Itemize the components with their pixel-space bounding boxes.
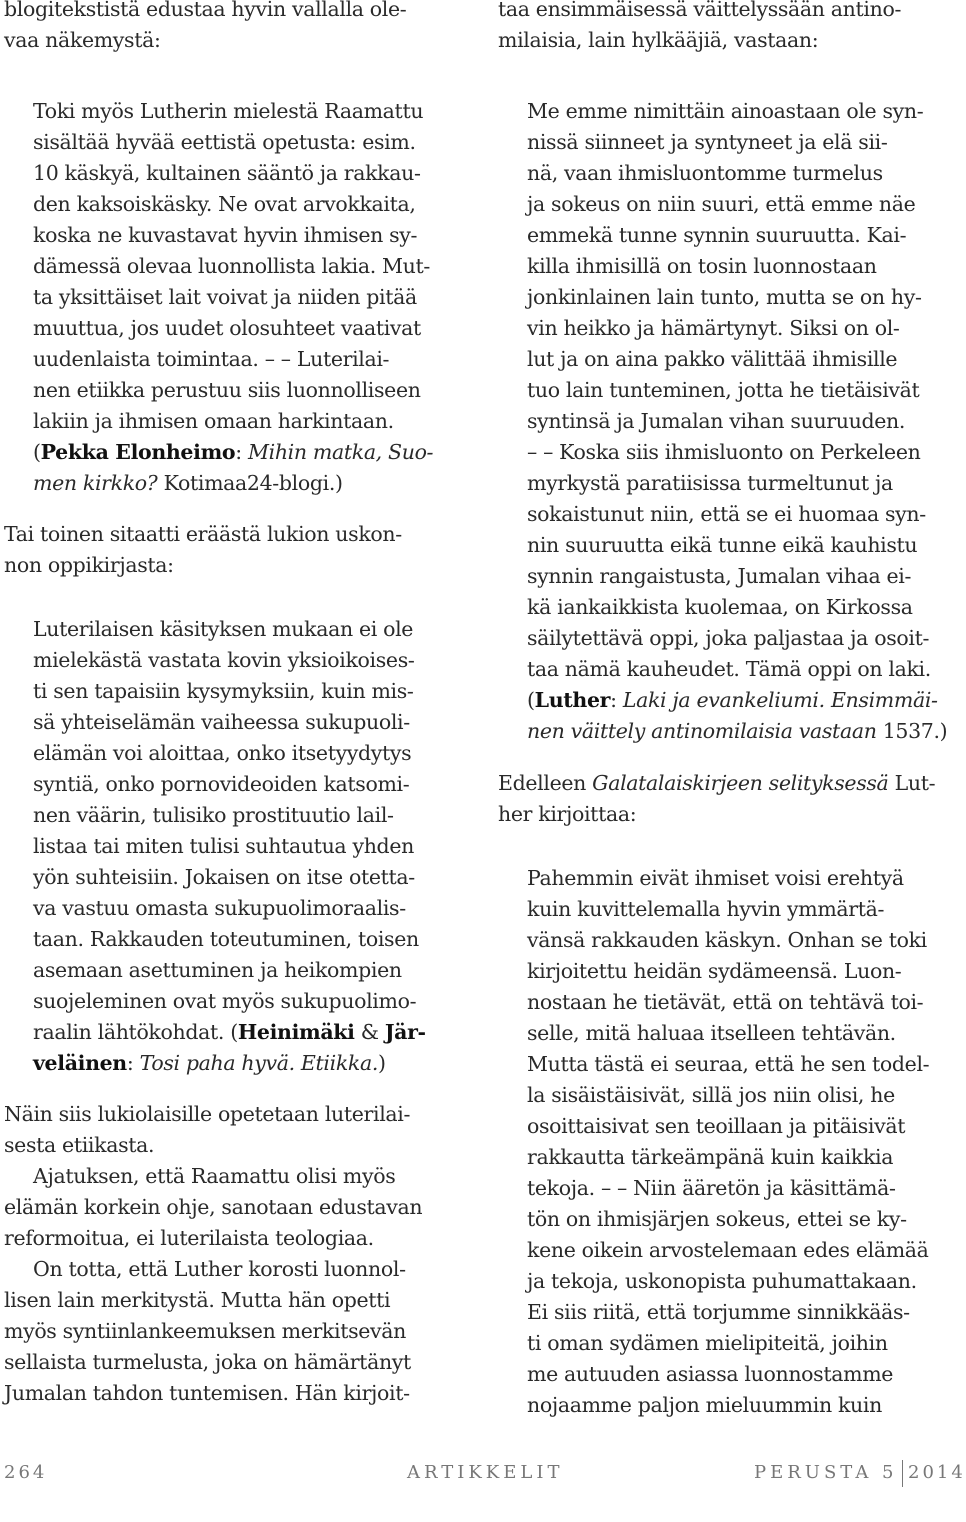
quote-line: ja tekoja, uskonopista puhumattakaan.	[527, 1269, 917, 1293]
quote-line: Toki myös Lutherin mielestä Raamattu	[33, 99, 424, 123]
quote-line: sokaistunut niin, että se ei huomaa syn-	[527, 502, 926, 526]
citation-author: Jär-	[384, 1020, 426, 1044]
right-column	[498, 0, 954, 1421]
quote-line: sä yhteiselämän vaiheessa sukupuoli-	[33, 710, 410, 734]
quote-line: 10 käskyä, kultainen sääntö ja rakkau-	[33, 161, 421, 185]
citation-title: nen väittely antinomilaisia vastaan	[527, 719, 877, 743]
quote-line: mielekästä vastata kovin yksioikoises-	[33, 648, 415, 672]
quote-line: lakiin ja ihmisen omaan harkintaan.	[33, 409, 394, 433]
quote-line: me autuuden asiassa luonnostamme	[527, 1362, 894, 1386]
text-line: non oppikirjasta:	[4, 553, 174, 577]
text-line: sellaista turmelusta, joka on hämärtänyt	[4, 1350, 411, 1374]
paragraph	[4, 1099, 464, 1161]
citation-line: nen väittely antinomilaisia vastaan 1537.)	[527, 719, 948, 743]
quote-line: kuin kuvittelemalla hyvin ymmärtä-	[527, 897, 885, 921]
citation-title: Tosi paha hyvä. Etiikka.	[139, 1051, 379, 1075]
quote-line: myrkystä paratiisissa turmeltunut ja	[527, 471, 893, 495]
quote-line: nen etiikka perustuu siis luonnolliseen	[33, 378, 421, 402]
citation-title: men kirkko?	[33, 471, 158, 495]
text-line: Edelleen Galatalaiskirjeen selityksessä Lut-	[498, 771, 936, 795]
quote-line: taan. Rakkauden toteutuminen, toisen	[33, 927, 419, 951]
quote-line: Mutta tästä ei seuraa, että he sen todel-	[527, 1052, 930, 1076]
citation-author: veläinen	[33, 1051, 127, 1075]
quote-line: nojaamme paljon mieluummin kuin	[527, 1393, 882, 1417]
text-line: Näin siis lukiolaisille opetetaan luterilai-	[4, 1102, 411, 1126]
quote-line: nen väärin, tulisiko prostituutio lail-	[33, 803, 394, 827]
quote-line: listaa tai miten tulisi suhtautua yhden	[33, 834, 414, 858]
left-intro-2	[4, 519, 464, 581]
quote-line: nä, vaan ihmisluontomme turmelus	[527, 161, 883, 185]
text-line: blogitekstistä edustaa hyvin vallalla ole-	[4, 0, 407, 21]
quote-line: muuttua, jos uudet olosuhteet vaativat	[33, 316, 421, 340]
citation-line: (Luther: Laki ja evankeliumi. Ensimmäi-	[527, 688, 938, 712]
quote-line: nin suuruutta eikä tunne eikä kauhistu	[527, 533, 918, 557]
citation-line: men kirkko? Kotimaa24-blogi.)	[33, 471, 343, 495]
right-intro	[498, 0, 954, 56]
quote-line: vänsä rakkauden käskyn. Onhan se toki	[527, 928, 927, 952]
quote-line: nostaan he tietävät, että on tehtävä toi-	[527, 990, 924, 1014]
issue-year: 2014	[908, 1462, 966, 1483]
quote-line: osoittaisivat sen teoillaan ja pitäisivät	[527, 1114, 906, 1138]
quote-line: rakkautta tärkeämpänä kuin kaikkia	[527, 1145, 894, 1169]
section-title: ARTIKKELIT	[407, 1462, 564, 1483]
block-quote-elonheimo	[4, 96, 464, 499]
journal-title: PERUSTA 5	[754, 1462, 898, 1483]
quote-line: selle, mitä haluaa itselleen tehtävän.	[527, 1021, 896, 1045]
paragraph	[4, 1161, 464, 1254]
block-quote-luther-2	[498, 863, 954, 1421]
quote-line: la sisäistäisivät, sillä jos niin olisi, he	[527, 1083, 895, 1107]
quote-line: taa nämä kauheudet. Tämä oppi on laki.	[527, 657, 931, 681]
page-number: 264	[4, 1462, 48, 1483]
quote-line: jonkinlainen lain tunto, mutta se on hy-	[527, 285, 922, 309]
quote-line: nissä siinneet ja syntyneet ja elä sii-	[527, 130, 888, 154]
quote-line: tekoja. – – Niin ääretön ja käsittämä-	[527, 1176, 896, 1200]
quote-line: vin heikko ja hämärtynyt. Siksi on ol-	[527, 316, 900, 340]
text-line: lisen lain merkitystä. Mutta hän opetti	[4, 1288, 391, 1312]
paragraph	[4, 1254, 464, 1409]
quote-line: säilytettävä oppi, joka paljastaa ja osoit-	[527, 626, 930, 650]
citation-author: Heinimäki	[237, 1020, 355, 1044]
quote-line: ja sokeus on niin suuri, että emme näe	[527, 192, 916, 216]
right-intro-2	[498, 768, 954, 830]
quote-line: va vastuu omasta sukupuolimoraalis-	[33, 896, 406, 920]
quote-line: Me emme nimittäin ainoastaan ole syn-	[527, 99, 924, 123]
quote-line: asemaan asettuminen ja heikompien	[33, 958, 402, 982]
left-intro	[4, 0, 464, 56]
quote-line: koska ne kuvastavat hyvin ihmisen sy-	[33, 223, 418, 247]
quote-line: ta yksittäiset lait voivat ja niiden pitää	[33, 285, 417, 309]
citation-line: veläinen: Tosi paha hyvä. Etiikka.)	[33, 1051, 386, 1075]
work-title: Galatalaiskirjeen selityksessä	[592, 771, 889, 795]
text-line: vaa näkemystä:	[4, 28, 161, 52]
footer-divider	[902, 1460, 903, 1487]
quote-line: ti sen tapaisiin kysymyksiin, kuin mis-	[33, 679, 414, 703]
text-line: reformoitua, ei luterilaista teologiaa.	[4, 1226, 374, 1250]
quote-line: dämessä olevaa luonnollista lakia. Mut-	[33, 254, 431, 278]
text-line: Jumalan tahdon tuntemisen. Hän kirjoit-	[4, 1381, 410, 1405]
quote-line: killa ihmisillä on tosin luonnostaan	[527, 254, 877, 278]
quote-line: Pahemmin eivät ihmiset voisi erehtyä	[527, 866, 904, 890]
quote-line: synnin rangaistusta, Jumalan vihaa ei-	[527, 564, 912, 588]
quote-line: kä iankaikkista kuolemaa, on Kirkossa	[527, 595, 913, 619]
quote-line: tön on ihmisjärjen sokeus, ettei se ky-	[527, 1207, 907, 1231]
quote-line: elämän voi aloittaa, onko itsetyydytys	[33, 741, 412, 765]
block-quote-textbook	[4, 614, 464, 1079]
text-line: sesta etiikasta.	[4, 1133, 155, 1157]
quote-line: den kaksoiskäsky. Ne ovat arvokkaita,	[33, 192, 416, 216]
citation-title: Laki ja evankeliumi. Ensimmäi-	[622, 688, 938, 712]
quote-line: ti oman sydämen mielipiteitä, joihin	[527, 1331, 888, 1355]
page-footer	[0, 1462, 966, 1502]
quote-line: tuo lain tunteminen, jotta he tietäisivät	[527, 378, 920, 402]
citation-line: (Pekka Elonheimo: Mihin matka, Suo-	[33, 440, 434, 464]
text-line: Tai toinen sitaatti eräästä lukion uskon-	[4, 522, 402, 546]
quote-line: syntinsä ja Jumalan vihan suuruuden.	[527, 409, 906, 433]
quote-line: lut ja on aina pakko välittää ihmisille	[527, 347, 898, 371]
text-line: Ajatuksen, että Raamattu olisi myös	[33, 1164, 396, 1188]
quote-line: suojeleminen ovat myös sukupuolimo-	[33, 989, 417, 1013]
text-line: elämän korkein ohje, sanotaan edustavan	[4, 1195, 423, 1219]
quote-line: uudenlaista toimintaa. – – Luterilai-	[33, 347, 390, 371]
quote-line: kene oikein arvostelemaan edes elämää	[527, 1238, 929, 1262]
quote-line: kirjoitettu heidän sydämeensä. Luon-	[527, 959, 902, 983]
citation-author: Luther	[534, 688, 611, 712]
left-body	[4, 1099, 464, 1409]
text-line: milaisia, lain hylkääjiä, vastaan:	[498, 28, 819, 52]
text-line: On totta, että Luther korosti luonnol-	[33, 1257, 406, 1281]
text-line: taa ensimmäisessä väittelyssään antino-	[498, 0, 902, 21]
block-quote-luther-1	[498, 96, 954, 747]
text-line: myös syntiinlankeemuksen merkitsevän	[4, 1319, 407, 1343]
quote-line: emmekä tunne synnin suuruutta. Kai-	[527, 223, 907, 247]
left-column	[4, 0, 464, 1409]
quote-line: yön suhteisiin. Jokaisen on itse otetta-	[33, 865, 415, 889]
quote-line: sisältää hyvää eettistä opetusta: esim.	[33, 130, 416, 154]
quote-line: Ei siis riitä, että torjumme sinnikkääs-	[527, 1300, 910, 1324]
quote-line: syntiä, onko pornovideoiden katsomi-	[33, 772, 410, 796]
text-line: her kirjoittaa:	[498, 802, 637, 826]
quote-line: Luterilaisen käsityksen mukaan ei ole	[33, 617, 414, 641]
citation-author: Pekka Elonheimo	[40, 440, 236, 464]
quote-line: – – Koska siis ihmisluonto on Perkeleen	[527, 440, 921, 464]
citation-line: raalin lähtökohdat. (Heinimäki & Jär-	[33, 1020, 426, 1044]
citation-title: Mihin matka, Suo-	[247, 440, 434, 464]
